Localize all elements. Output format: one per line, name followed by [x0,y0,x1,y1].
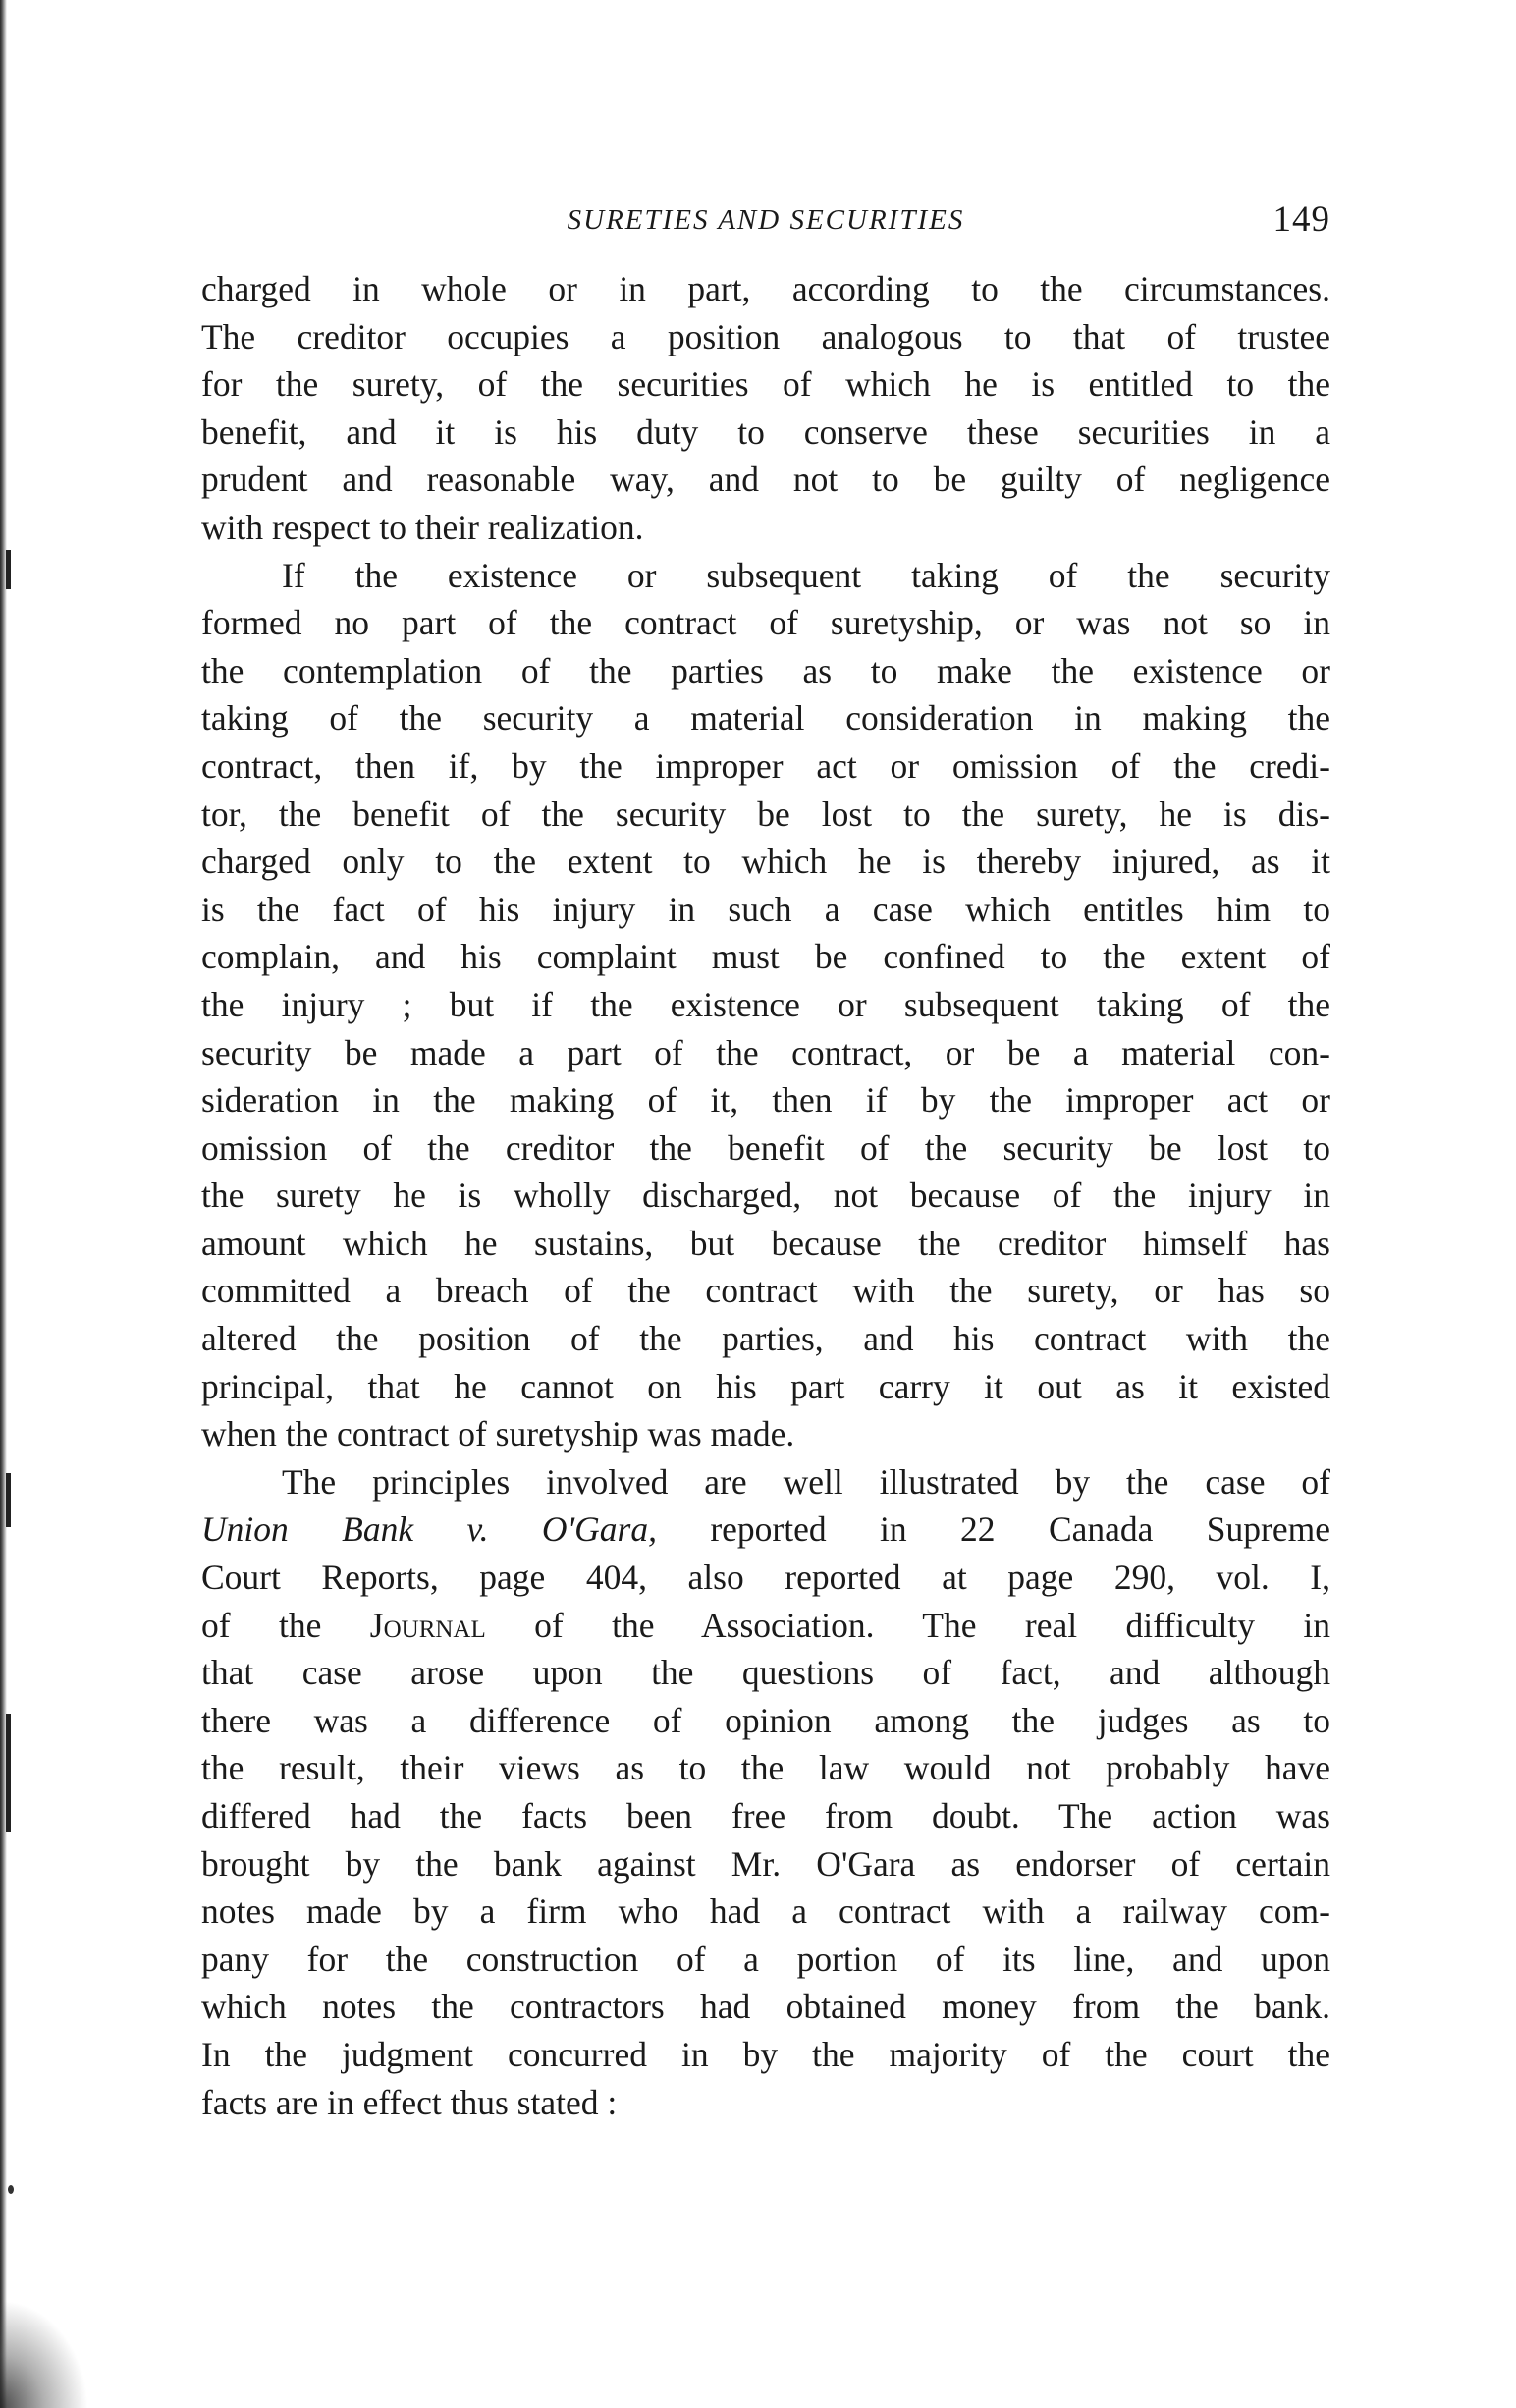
text-line: facts are in effect thus stated : [201,2082,618,2122]
text-line: complain, and his complaint must be confined to the extent of [201,937,1330,977]
text-line: security be made a part of the contract, or be a material con- [201,1032,1330,1072]
page-number: 149 [1272,199,1330,240]
text-line: If the existence or subsequent taking of the security [282,555,1330,595]
running-head [201,200,1330,259]
text-line: differed had the facts been free from doubt. The action was [201,1796,1330,1835]
text-line: altered the position of the parties, and his contract with the [201,1319,1330,1359]
text-line: the surety he is wholly discharged, not because of the injury in [201,1176,1330,1216]
case-citation: Union Bank v. O'Gara, [201,1509,657,1550]
text-line [201,1602,1330,1650]
text-line: with respect to their realization. [201,507,644,547]
text-line: sideration in the making of it, then if by the improper act or [201,1080,1330,1121]
text-line: formed no part of the contract of suretyship, or was not so in [201,603,1330,643]
text-line: In the judgment concurred in by the majority of the court the [201,2034,1330,2074]
text-fragment: of the Association. The real difficulty in [485,1605,1330,1645]
text-line: Court Reports, page 404, also reported at page 290, vol. I, [201,1558,1330,1598]
text-line: tor, the benefit of the security be lost to the surety, he is dis- [201,794,1330,834]
text-line: principal, that he cannot on his part carry it out as it existed [201,1366,1330,1406]
running-title: SURETIES AND SECURITIES [567,204,965,236]
journal-name: Journal [369,1605,486,1645]
text-line: for the surety, of the securities of which he is entitled to the [201,364,1330,405]
body-text [201,265,1330,2126]
text-line: charged only to the extent to which he is thereby injured, as it [201,842,1330,882]
page-binding-edge [0,0,7,2408]
text-line: is the fact of his injury in such a case which entitles him to [201,889,1330,929]
scan-edge-mark [6,550,11,589]
text-line: the injury ; but if the existence or subsequent taking of the [201,984,1330,1024]
text-line: taking of the security a material consideration in making the [201,698,1330,739]
text-line: notes made by a firm who had a contract with a railway com- [201,1891,1330,1932]
text-line: committed a breach of the contract with the surety, or has so [201,1271,1330,1311]
text-line: prudent and reasonable way, and not to be guilty of negligence [201,460,1330,500]
text-fragment: of the [201,1605,370,1645]
text-line: brought by the bank against Mr. O'Gara as endorser of certain [201,1843,1330,1884]
text-line: that case arose upon the questions of fact, and although [201,1653,1330,1693]
text-line: there was a difference of opinion among the judges as to [201,1700,1330,1740]
text-line: The principles involved are well illustrated by the case of [282,1461,1330,1502]
paragraph-2 [201,552,1330,1458]
text-line: omission of the creditor the benefit of the security be lost to [201,1127,1330,1168]
scan-edge-mark [6,1714,11,1832]
text-line: contract, then if, by the improper act or omission of the credi- [201,745,1330,786]
text-line: The creditor occupies a position analogous to that of trustee [201,316,1330,356]
text-line: amount which he sustains, but because the creditor himself has [201,1223,1330,1263]
text-line: when the contract of suretyship was made. [201,1414,795,1454]
text-line [201,1505,1330,1554]
scan-edge-mark [6,1473,11,1527]
paragraph-1 [201,265,1330,552]
scan-corner-smudge [0,2300,88,2408]
text-line: the contemplation of the parties as to make the existence or [201,650,1330,690]
paragraph-3 [201,1458,1330,2126]
text-line: charged in whole or in part, according to the circumstances. [201,269,1330,308]
text-line: benefit, and it is his duty to conserve these securities in a [201,411,1330,452]
text-line: pany for the construction of a portion of its line, and upon [201,1939,1330,1979]
text-line: which notes the contractors had obtained money from the bank. [201,1987,1330,2027]
scan-speck [8,2185,14,2194]
text-fragment: reported in 22 Canada Supreme [656,1509,1330,1550]
text-line: the result, their views as to the law would not probably have [201,1748,1330,1788]
